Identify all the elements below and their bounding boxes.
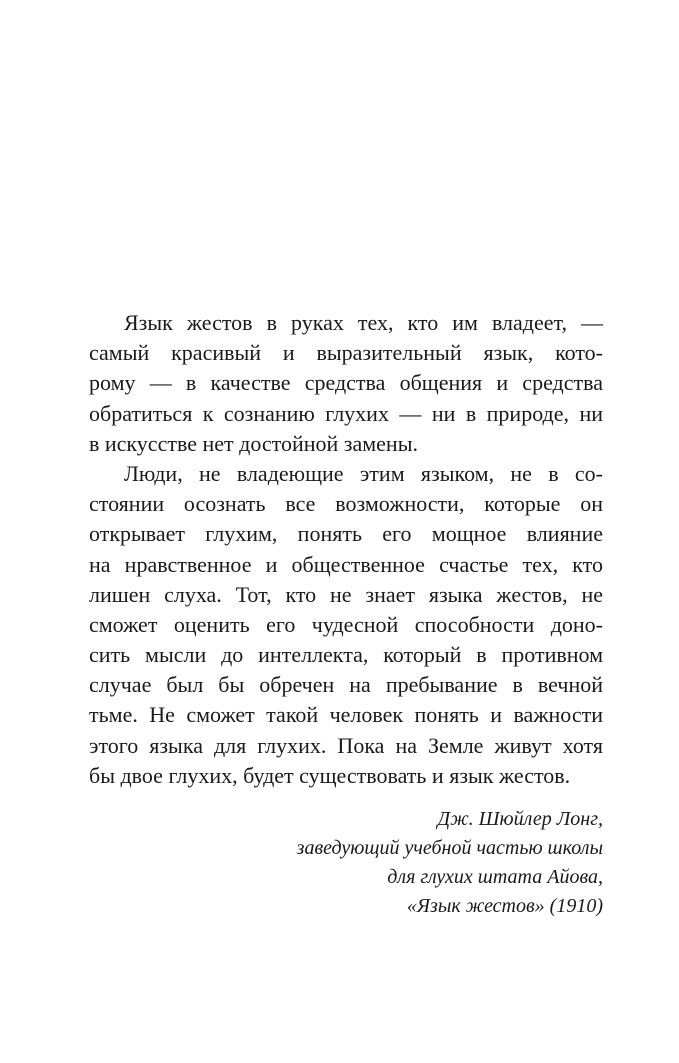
- text-line: в искусстве нет достойной замены.: [89, 430, 418, 456]
- text-line: стоянии осознать все возможности, которые он: [89, 491, 603, 517]
- text-line: на нравственное и общественное счастье тех, кто: [89, 551, 603, 577]
- attribution-work: «Язык жестов» (1910): [406, 895, 603, 917]
- text-line: Люди, не владеющие этим языком, не в со-: [124, 460, 603, 486]
- text-line: самый красивый и выразительный язык, кото-: [89, 340, 603, 366]
- epigraph-quote: [89, 308, 603, 791]
- attribution-position: заведующий учебной частью школы: [296, 837, 603, 859]
- quote-paragraph-2: [89, 459, 603, 791]
- quote-paragraph-1: [89, 308, 603, 459]
- text-line: обратиться к сознанию глухих — ни в природе, ни: [89, 400, 603, 426]
- text-line: лишен слуха. Тот, кто не знает языка жестов, не: [89, 581, 603, 607]
- text-line: открывает глухим, понять его мощное влияние: [89, 521, 603, 547]
- text-line: сить мысли до интеллекта, который в противном: [89, 642, 603, 668]
- text-line: случае был бы обречен на пребывание в вечной: [89, 672, 603, 698]
- text-line: этого языка для глухих. Пока на Земле живут хотя: [89, 732, 603, 758]
- text-line: тьме. Не сможет такой человек понять и важности: [89, 702, 603, 728]
- attribution-author: Дж. Шюйлер Лонг,: [437, 808, 603, 830]
- text-line: сможет оценить его чудесной способности доно-: [89, 611, 603, 637]
- text-line: рому — в качестве средства общения и средства: [89, 370, 603, 396]
- text-line: бы двое глухих, будет существовать и язык жестов.: [89, 762, 571, 788]
- quote-attribution: [297, 805, 603, 921]
- attribution-position-continued: для глухих штата Айова,: [387, 866, 603, 888]
- text-line: Язык жестов в руках тех, кто им владеет, —: [124, 310, 603, 335]
